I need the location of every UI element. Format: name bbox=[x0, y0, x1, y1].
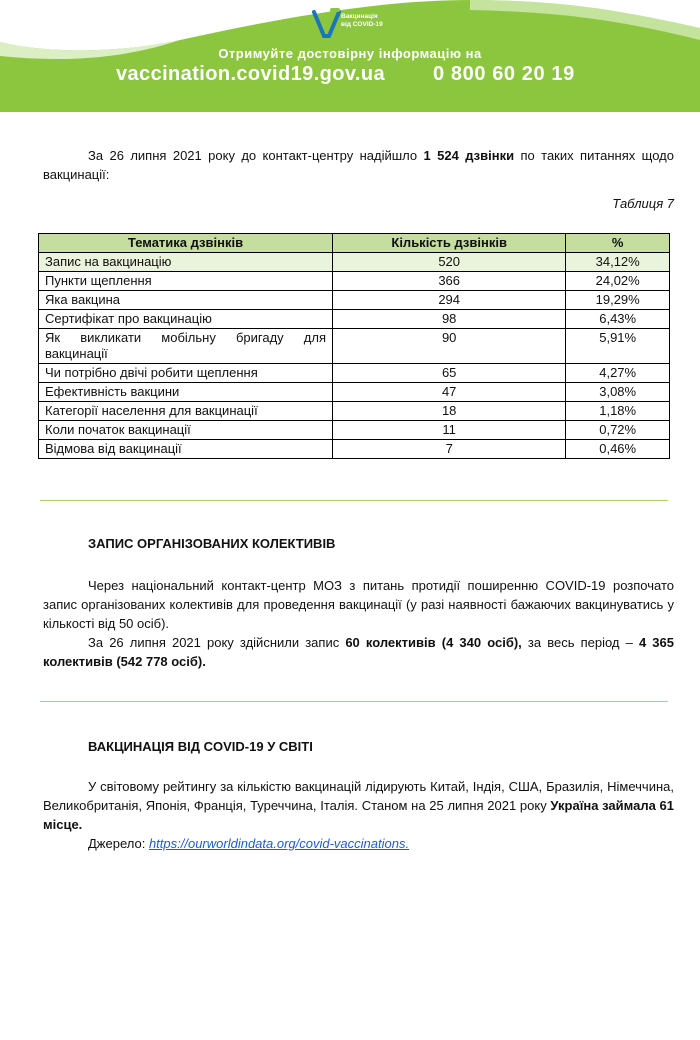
cell-topic: Пункти щеплення bbox=[39, 272, 333, 291]
cell-percent: 34,12% bbox=[566, 253, 670, 272]
cell-percent: 3,08% bbox=[566, 383, 670, 402]
cell-percent: 0,46% bbox=[566, 440, 670, 459]
cell-count: 366 bbox=[333, 272, 566, 291]
cell-count: 7 bbox=[333, 440, 566, 459]
table-row bbox=[39, 272, 670, 291]
para-text: за весь період – bbox=[521, 635, 639, 650]
para-text: У світовому рейтингу за кількістю вакцинацій лідирують Китай, Індія, США, Бразилія, Німеччина, Великобританія, Японія, Франція, Туреччина, Італія. Станом на 25 липня 2021 року bbox=[43, 779, 674, 813]
table-row bbox=[39, 364, 670, 383]
intro-text-end: по таких питаннях щодо вакцинації: bbox=[43, 148, 674, 182]
section1-paragraph-1: Через національний контакт-центр МОЗ з питань протидії поширенню COVID-19 розпочато запис організованих колективів для проведення вакцинації (у разі наявності бажаючих вакцинуватись у кількості від 50 осіб). bbox=[43, 578, 674, 631]
cell-topic: Чи потрібно двічі робити щеплення bbox=[39, 364, 333, 383]
header-count: Кількість дзвінків bbox=[333, 234, 566, 253]
header-topic: Тематика дзвінків bbox=[39, 234, 333, 253]
table-row bbox=[39, 310, 670, 329]
section-world-vaccination bbox=[43, 737, 674, 853]
table-row bbox=[39, 329, 670, 364]
logo-line-1: Вакцинація bbox=[341, 13, 378, 20]
cell-topic: Яка вакцина bbox=[39, 291, 333, 310]
cell-count: 294 bbox=[333, 291, 566, 310]
cell-percent: 24,02% bbox=[566, 272, 670, 291]
table-row bbox=[39, 383, 670, 402]
cell-topic: Ефективність вакцини bbox=[39, 383, 333, 402]
cell-percent: 0,72% bbox=[566, 421, 670, 440]
cell-count: 18 bbox=[333, 402, 566, 421]
header-percent: % bbox=[566, 234, 670, 253]
source-label: Джерело: bbox=[88, 836, 149, 851]
table-row bbox=[39, 421, 670, 440]
header-phone[interactable]: 0 800 60 20 19 bbox=[433, 63, 575, 85]
intro-paragraph bbox=[43, 146, 674, 184]
cell-topic: Відмова від вакцинації bbox=[39, 440, 333, 459]
cell-count: 90 bbox=[333, 329, 566, 364]
header-website[interactable]: vaccination.covid19.gov.ua bbox=[116, 63, 386, 85]
source-line bbox=[43, 834, 674, 853]
table-row bbox=[39, 402, 670, 421]
cell-topic: Коли початок вакцинації bbox=[39, 421, 333, 440]
para-text: За 26 липня 2021 року здійснили запис bbox=[88, 635, 346, 650]
header-tagline: Отримуйте достовірну інформацію на bbox=[218, 46, 482, 61]
cell-percent: 19,29% bbox=[566, 291, 670, 310]
cell-percent: 4,27% bbox=[566, 364, 670, 383]
logo-text bbox=[341, 13, 383, 28]
table-header-row bbox=[39, 234, 670, 253]
section-organized-groups bbox=[43, 534, 674, 671]
logo-line-2: від COVID-19 bbox=[341, 20, 383, 28]
para-bold: 60 колективів (4 340 осіб), bbox=[345, 635, 522, 650]
table-caption: Таблиця 7 bbox=[612, 196, 674, 211]
section-title: ВАКЦИНАЦІЯ ВІД COVID-19 У СВІТІ bbox=[88, 739, 313, 754]
cell-percent: 1,18% bbox=[566, 402, 670, 421]
cell-topic: Як викликати мобільну бригаду для вакцинації bbox=[39, 329, 333, 364]
header-banner bbox=[0, 0, 700, 112]
cell-count: 520 bbox=[333, 253, 566, 272]
cell-topic: Запис на вакцинацію bbox=[39, 253, 333, 272]
cell-topic: Категорії населення для вакцинації bbox=[39, 402, 333, 421]
intro-calls-count: 1 524 дзвінки bbox=[423, 148, 515, 163]
cell-percent: 5,91% bbox=[566, 329, 670, 364]
intro-text: За 26 липня 2021 року до контакт-центру надійшло bbox=[88, 148, 424, 163]
cell-percent: 6,43% bbox=[566, 310, 670, 329]
source-link[interactable]: https://ourworldindata.org/covid-vaccinations. bbox=[148, 836, 410, 851]
para-bold: Україна займала 61 місце. bbox=[43, 798, 674, 832]
cell-count: 65 bbox=[333, 364, 566, 383]
cell-topic: Сертифікат про вакцинацію bbox=[39, 310, 333, 329]
section-divider bbox=[40, 500, 668, 501]
section1-paragraph-2 bbox=[43, 633, 674, 671]
section-title: ЗАПИС ОРГАНІЗОВАНИХ КОЛЕКТИВІВ bbox=[88, 536, 336, 551]
table-row bbox=[39, 253, 670, 272]
cell-count: 11 bbox=[333, 421, 566, 440]
logo-v-icon bbox=[310, 6, 344, 40]
table-row bbox=[39, 291, 670, 310]
table-row bbox=[39, 440, 670, 459]
calls-table bbox=[38, 233, 670, 459]
cell-count: 47 bbox=[333, 383, 566, 402]
para-bold: 4 365 колективів (542 778 осіб). bbox=[43, 635, 674, 669]
section2-paragraph-1 bbox=[43, 777, 674, 834]
cell-count: 98 bbox=[333, 310, 566, 329]
section-divider bbox=[40, 701, 668, 702]
